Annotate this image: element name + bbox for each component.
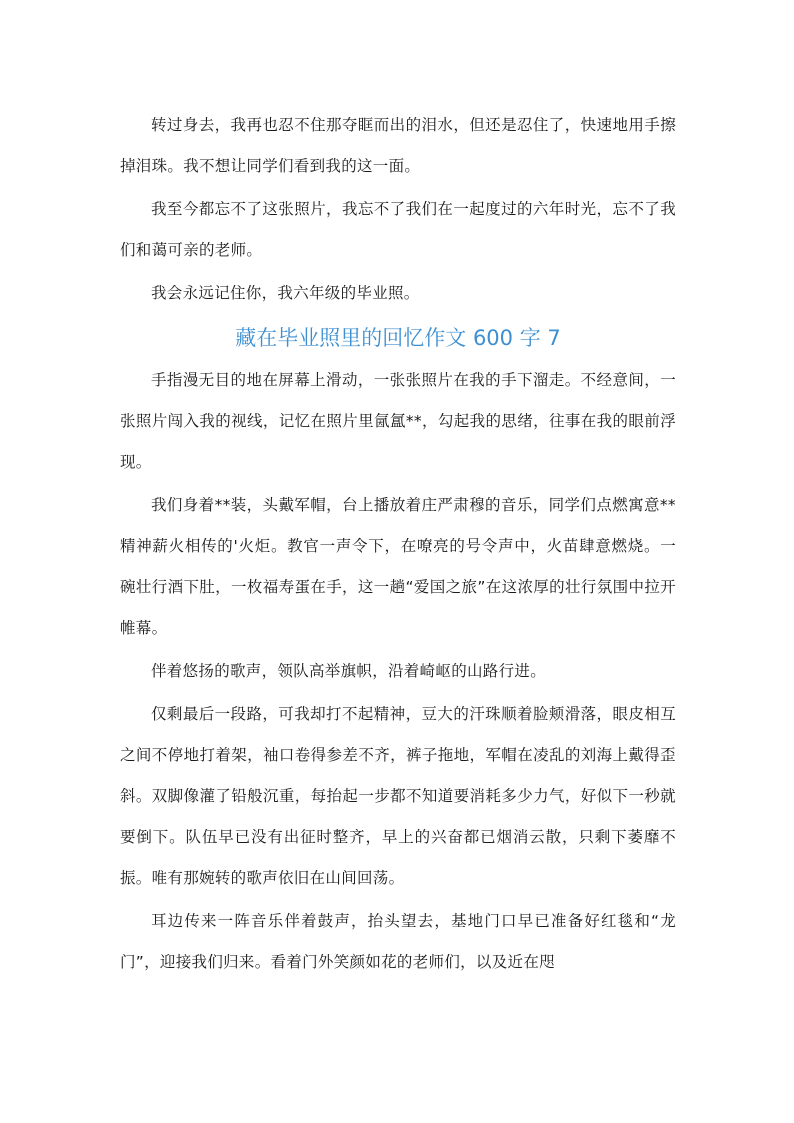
paragraph-2: 我至今都忘不了这张照片，我忘不了我们在一起度过的六年时光，忘不了我们和蔼可亲的老师。 xyxy=(120,200,676,259)
paragraph-1: 转过身去，我再也忍不住那夺眶而出的泪水，但还是忍住了，快速地用手擦掉泪珠。我不想让同学们看到我的这一面。 xyxy=(120,116,676,175)
paragraph-6: 伴着悠扬的歌声，领队高举旗帜，沿着崎岖的山路行进。 xyxy=(151,662,547,680)
paragraph-7: 仅剩最后一段路，可我却打不起精神，豆大的汗珠顺着脸颊滑落，眼皮相互之间不停地打着架，袖口卷得参差不齐，裤子拖地，军帽在凌乱的刘海上戴得歪斜。双脚像灌了铅般沉重，每抬起一步都不知道要消耗多少力气，好似下一秒就要倒下。队伍早已没有出征时整齐，早上的兴奋都已烟消云散，只剩下萎靡不振。唯有那婉转的歌声依旧在山间回荡。 xyxy=(120,705,676,887)
paragraph-4: 手指漫无目的地在屏幕上滑动，一张张照片在我的手下溜走。不经意间，一张照片闯入我的视线，记忆在照片里氤氲**，勾起我的思绪，往事在我的眼前浮现。 xyxy=(120,371,676,471)
paragraph-5: 我们身着**装，头戴军帽，台上播放着庄严肃穆的音乐，同学们点燃寓意**精神薪火相传的'火炬。教官一声令下，在嘹亮的号令声中，火苗肆意燃烧。一碗壮行酒下肚，一枚福寿蛋在手，这一趟“爱国之旅”在这浓厚的壮行氛围中拉开帷幕。 xyxy=(120,496,676,637)
paragraph-3: 我会永远记住你，我六年级的毕业照。 xyxy=(151,284,420,302)
section-heading: 藏在毕业照里的回忆作文 600 字 7 xyxy=(235,326,561,350)
paragraph-8: 耳边传来一阵音乐伴着鼓声，抬头望去，基地门口早已准备好红毯和“龙门”，迎接我们归来。看着门外笑颜如花的老师们，以及近在咫 xyxy=(120,912,676,971)
